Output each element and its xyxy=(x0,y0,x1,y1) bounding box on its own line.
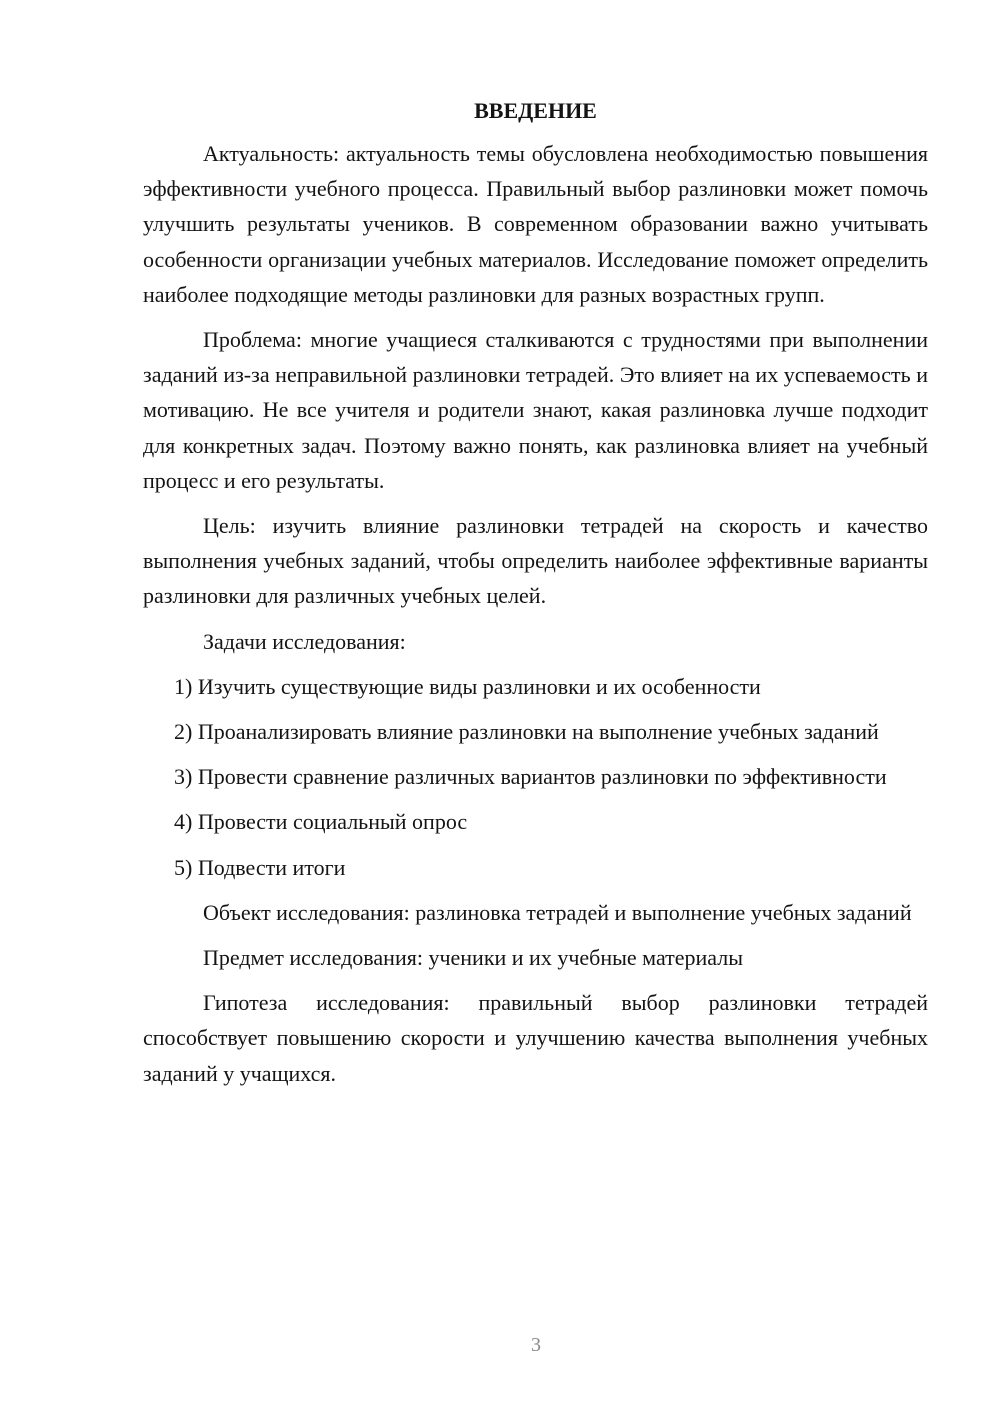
paragraph-problem: Проблема: многие учащиеся сталкиваются с трудностями при выполнении заданий из-за неправильной разлиновки тетрадей. Это влияет на их успеваемость и мотивацию. Не все учителя и родители знают, какая разлиновка лучше подходит для конкретных задач. Поэтому важно понять, как разлиновка влияет на учебный процесс и его результаты. xyxy=(143,327,928,493)
task-list-item: 3) Провести сравнение различных вариантов разлиновки по эффективности xyxy=(174,764,887,790)
page-number: 3 xyxy=(531,1334,541,1356)
paragraph-tasks-heading: Задачи исследования: xyxy=(203,628,406,654)
section-title: ВВЕДЕНИЕ xyxy=(474,98,597,123)
task-list-item: 5) Подвести итоги xyxy=(174,854,346,880)
document-page xyxy=(143,94,928,1101)
task-list-item: 4) Провести социальный опрос xyxy=(174,809,468,835)
task-list-item: 2) Проанализировать влияние разлиновки на выполнение учебных заданий xyxy=(174,719,879,745)
paragraph-relevance: Актуальность: актуальность темы обусловлена необходимостью повышения эффективности учебного процесса. Правильный выбор разлиновки может помочь улучшить результаты учеников. В современном образовании важно учитывать особенности организации учебных материалов. Исследование поможет определить наиболее подходящие методы разлиновки для разных возрастных групп. xyxy=(143,141,928,307)
paragraph-hypothesis: Гипотеза исследования: правильный выбор разлиновки тетрадей способствует повышению скорости и улучшению качества выполнения учебных заданий у учащихся. xyxy=(143,990,928,1086)
paragraph-subject: Предмет исследования: ученики и их учебные материалы xyxy=(203,945,744,971)
task-list-item: 1) Изучить существующие виды разлиновки и их особенности xyxy=(174,673,761,699)
paragraph-object: Объект исследования: разлиновка тетрадей и выполнение учебных заданий xyxy=(203,899,912,925)
paragraph-goal: Цель: изучить влияние разлиновки тетрадей на скорость и качество выполнения учебных заданий, чтобы определить наиболее эффективные варианты разлиновки для различных учебных целей. xyxy=(143,513,928,609)
